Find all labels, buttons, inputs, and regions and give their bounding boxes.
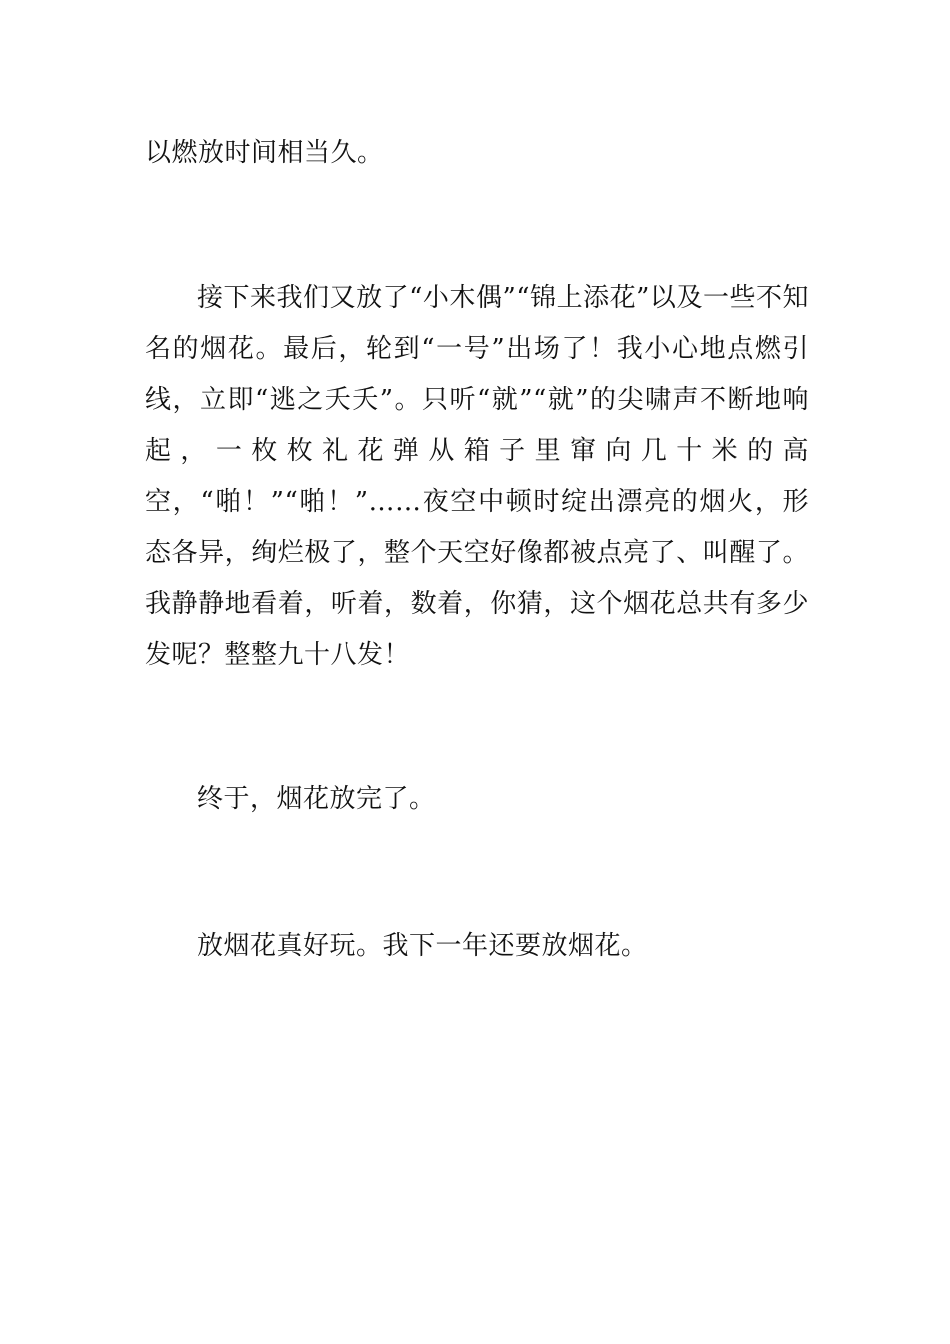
paragraph-fireworks-finished: 终于，烟花放完了。 bbox=[197, 784, 436, 814]
paragraph-fireworks-show: 接下来我们又放了“小木偶”“锦上添花”以及一些不知名的烟花。最后，轮到“一号”出场了！我小心地点燃引线，立即“逃之夭夭”。只听“就”“就”的尖啸声不断地响起，一枚枚礼花弹从箱子里窜向几十米的高空，“啪！”“啪！”……夜空中顿时绽出漂亮的烟火，形态各异，绚烂极了，整个天空好像都被点亮了、叫醒了。我静静地看着，听着，数着，你猜，这个烟花总共有多少发呢？整整九十八发！ bbox=[145, 283, 809, 670]
paragraph-continuation: 以燃放时间相当久。 bbox=[145, 138, 384, 168]
paragraph-conclusion: 放烟花真好玩。我下一年还要放烟花。 bbox=[197, 931, 648, 961]
